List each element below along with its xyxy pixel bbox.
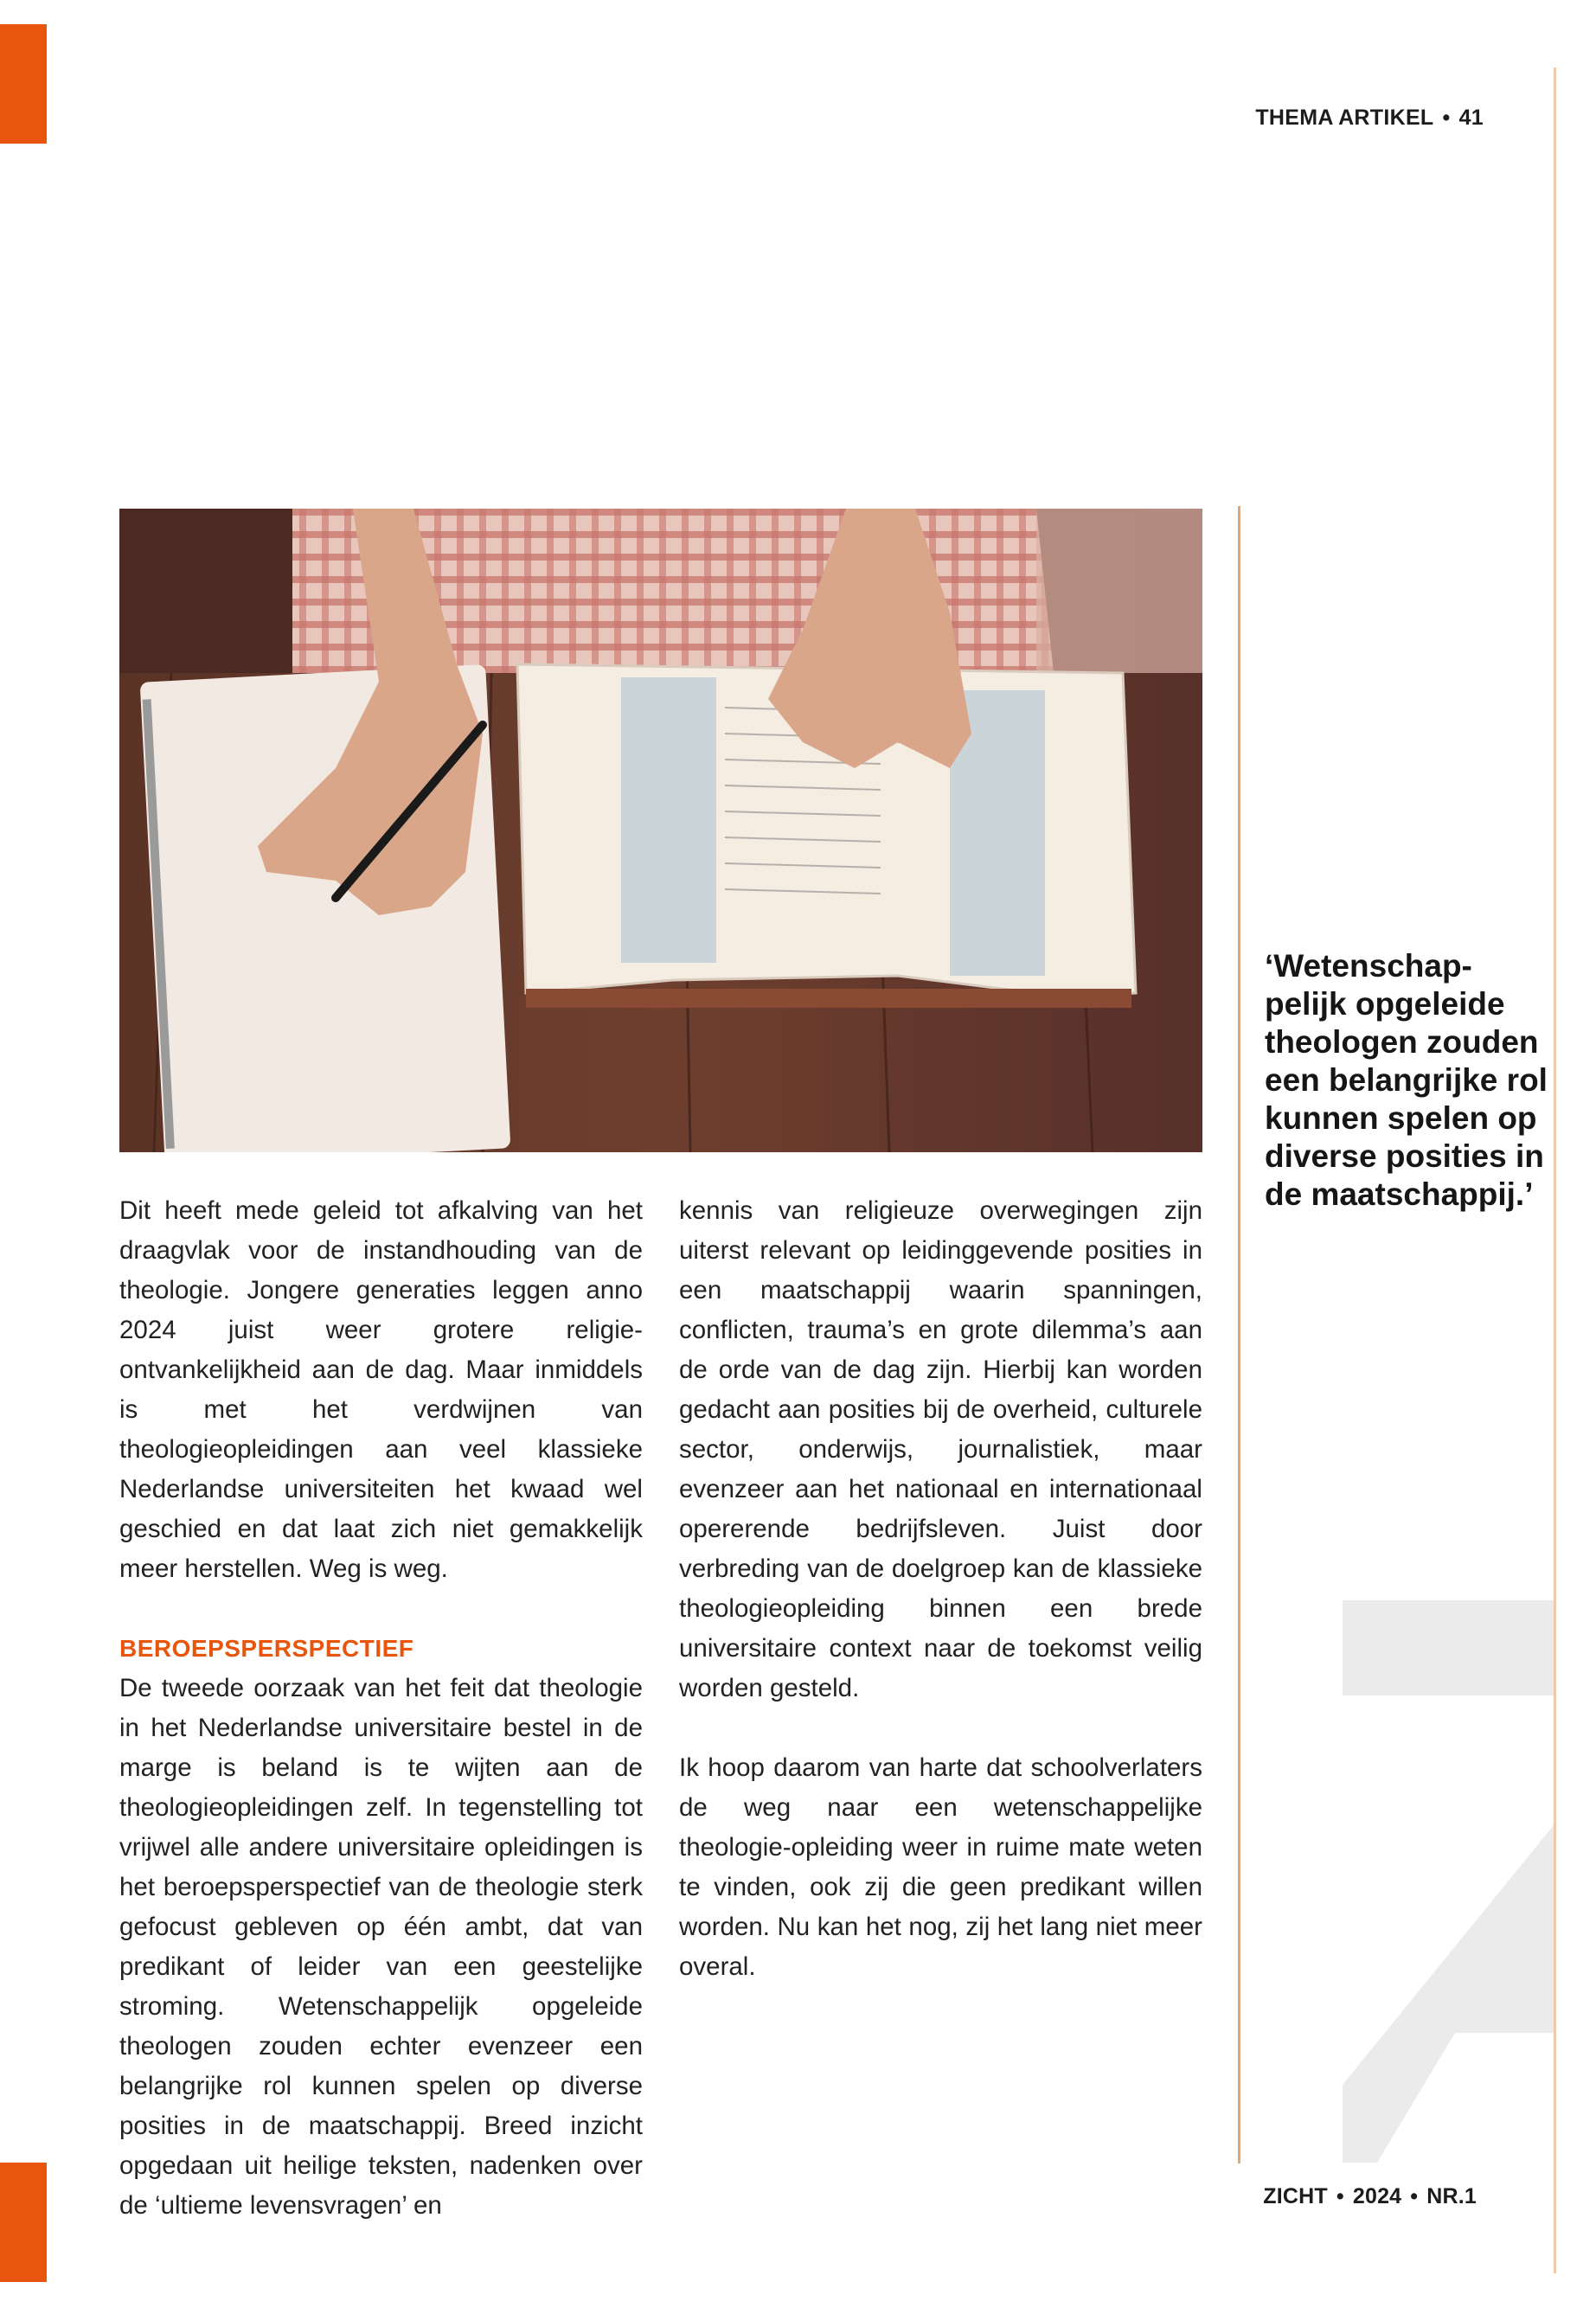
- subheading: BEROEPSPERSPECTIEF: [119, 1635, 414, 1662]
- decorative-z-shape: [1343, 1600, 1554, 2163]
- paragraph: De tweede oorzaak van het feit dat theologie in het Nederlandse universitaire bestel in de marge is beland is te wijten aan de theologieopleidingen zelf. In tegenstelling tot vrijwel alle andere universitaire opleidingen is het beroepsperspectief van de theologie sterk gefocust gebleven op één ambt, dat van predikant of leider van een geestelijke stroming. Wetenschappelijk opgeleide theologen zouden echter evenzeer een belangrijke rol kunnen spelen op diverse posities in de maatschappij. Breed inzicht opgedaan uit heilige teksten, nadenken over de ‘ultieme levensvragen’ en: [119, 1674, 643, 2220]
- page-number: 41: [1458, 106, 1484, 130]
- paragraph: Dit heeft mede geleid tot afkalving van het draagvlak voor de instandhouding van de theologie. Jongere generaties leggen anno 2024 juist weer grotere religie-ontvankelijkheid aan de dag. Maar inmiddels is met het verdwijnen van theologieopleidingen aan veel klassieke Nederlandse universiteiten het kwaad wel geschied en dat laat zich niet gemakkelijk meer herstellen. Weg is weg.: [119, 1196, 643, 1583]
- orange-edge-tab-top: [0, 24, 47, 144]
- running-footer: [1263, 2184, 1477, 2209]
- paragraph: Ik hoop daarom van harte dat schoolverlaters de weg naar een wetenschappelijke theologie-opleiding weer in ruime mate weten te vinden, ook zij die geen predikant willen worden. Nu kan het nog, zij het lang niet meer overal.: [679, 1753, 1202, 1981]
- article-column-right: [679, 1191, 1202, 1987]
- page-edge-rule: [1554, 67, 1556, 2273]
- separator-dot: •: [1336, 2184, 1344, 2208]
- pull-quote: ‘Wetenschap- pelijk opgeleide theologen zouden een belangrijke rol kunnen spelen op diverse posities in de maatschappij.’: [1265, 948, 1548, 1212]
- running-header: [1255, 106, 1484, 131]
- section-label: THEMA ARTIKEL: [1255, 106, 1434, 130]
- pull-quote-rule: [1238, 506, 1240, 2163]
- separator-dot: •: [1410, 2184, 1419, 2208]
- issue-year: 2024: [1352, 2184, 1402, 2208]
- article-photo: [119, 509, 1202, 1152]
- article-column-left: [119, 1191, 643, 2226]
- issue-number: NR.1: [1426, 2184, 1477, 2208]
- orange-edge-tab-bottom: [0, 2163, 47, 2282]
- magazine-name: ZICHT: [1263, 2184, 1328, 2208]
- paragraph: kennis van religieuze overwegingen zijn uiterst relevant op leidinggevende posities in een maatschappij waarin spanningen, conflicten, trauma’s en grote dilemma’s aan de orde van de dag zijn. Hierbij kan worden gedacht aan posities bij de overheid, culturele sector, onderwijs, journalistiek, maar evenzeer aan het nationaal en internationaal opererende bedrijfsleven. Juist door verbreding van de doelgroep kan de klassieke theologieopleiding binnen een brede universitaire context naar de toekomst veilig worden gesteld.: [679, 1196, 1202, 1702]
- separator-dot: •: [1442, 106, 1451, 130]
- bible-study-illustration: [119, 509, 1202, 1152]
